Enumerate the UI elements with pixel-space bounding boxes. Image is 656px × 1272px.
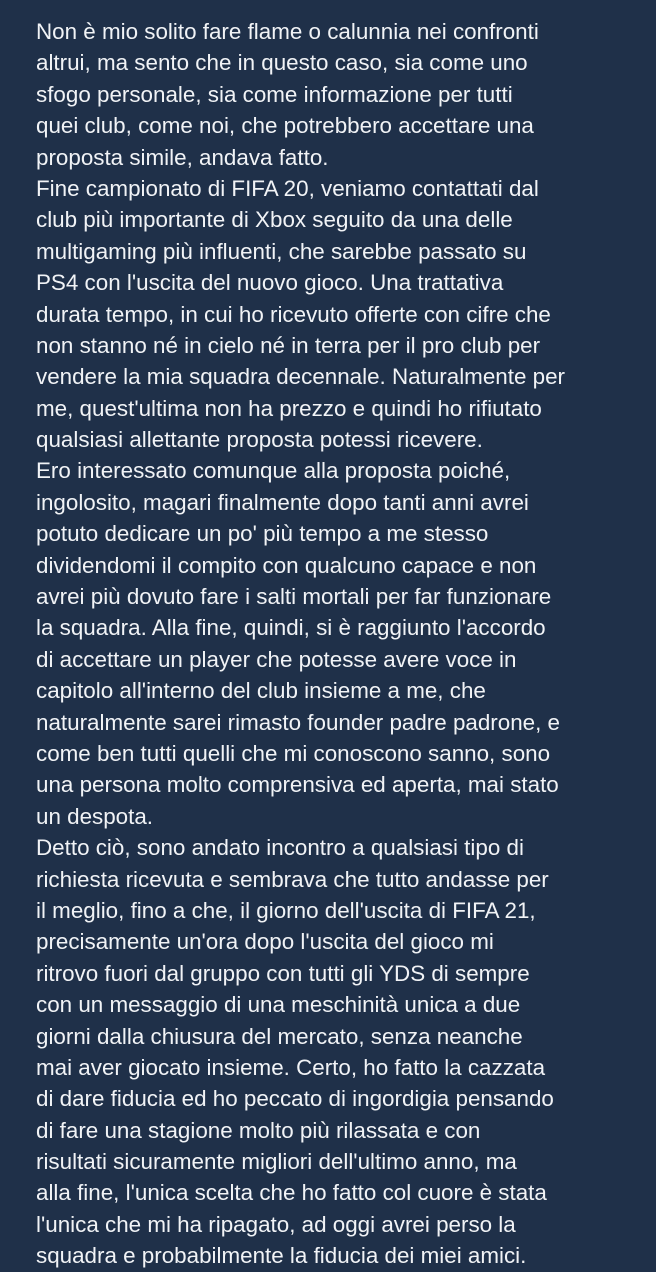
message-line: naturalmente sarei rimasto founder padre padrone, e <box>36 709 561 735</box>
message-line: di dare fiducia ed ho peccato di ingordigia pensando <box>36 1086 554 1112</box>
message-line: giorni dalla chiusura del mercato, senza neanche <box>36 1023 523 1049</box>
message-line: me, quest'ultima non ha prezzo e quindi ho rifiutato <box>36 395 542 421</box>
message-line: l'unica che mi ha ripagato, ad oggi avrei perso la <box>36 1211 516 1237</box>
message-line: multigaming più influenti, che sarebbe passato su <box>36 238 527 264</box>
message-line: PS4 con l'uscita del nuovo gioco. Una trattativa <box>36 270 504 296</box>
message-line: con un messaggio di una meschinità unica a due <box>36 992 521 1018</box>
message-line: non stanno né in cielo né in terra per il pro club per <box>36 332 541 358</box>
message-line: una persona molto comprensiva ed aperta, mai stato <box>36 772 559 798</box>
message-line: la squadra. Alla fine, quindi, si è raggiunto l'accordo <box>36 615 546 641</box>
message-line: mai aver giocato insieme. Certo, ho fatto la cazzata <box>36 1054 546 1080</box>
message-line: alla fine, l'unica scelta che ho fatto col cuore è stata <box>36 1180 547 1206</box>
message-text <box>36 16 648 1272</box>
message-line: di accettare un player che potesse avere voce in <box>36 646 517 672</box>
message-line: Fine campionato di FIFA 20, veniamo contattati dal <box>36 175 539 201</box>
message-line: capitolo all'interno del club insieme a me, che <box>36 678 486 704</box>
message-line: avrei più dovuto fare i salti mortali per far funzionare <box>36 584 552 610</box>
message-line: il meglio, fino a che, il giorno dell'uscita di FIFA 21, <box>36 897 536 923</box>
message-line: precisamente un'ora dopo l'uscita del gioco mi <box>36 929 494 955</box>
message-line: qualsiasi allettante proposta potessi ricevere. <box>36 427 483 453</box>
message-line: potuto dedicare un po' più tempo a me stesso <box>36 521 489 547</box>
message-line: vendere la mia squadra decennale. Naturalmente per <box>36 364 565 390</box>
message-line: dividendomi il compito con qualcuno capace e non <box>36 552 537 578</box>
message-line: richiesta ricevuta e sembrava che tutto andasse per <box>36 866 549 892</box>
message-line: sfogo personale, sia come informazione per tutti <box>36 81 513 107</box>
message-line: come ben tutti quelli che mi conoscono sanno, sono <box>36 740 551 766</box>
message-line: ritrovo fuori dal gruppo con tutti gli YDS di sempre <box>36 960 530 986</box>
message-line: Detto ciò, sono andato incontro a qualsiasi tipo di <box>36 835 524 861</box>
message-line: club più importante di Xbox seguito da una delle <box>36 207 513 233</box>
message-line: quei club, come noi, che potrebbero accettare una <box>36 113 534 139</box>
message-line: ingolosito, magari finalmente dopo tanti anni avrei <box>36 489 529 515</box>
message-line: altrui, ma sento che in questo caso, sia come uno <box>36 50 528 76</box>
message-line: durata tempo, in cui ho ricevuto offerte con cifre che <box>36 301 551 327</box>
message-line: di fare una stagione molto più rilassata e con <box>36 1117 481 1143</box>
message-line: Non è mio solito fare flame o calunnia nei confronti <box>36 19 539 44</box>
message-line: risultati sicuramente migliori dell'ultimo anno, ma <box>36 1149 517 1175</box>
message-line: proposta simile, andava fatto. <box>36 144 329 170</box>
message-line: un despota. <box>36 803 154 829</box>
message-line: squadra e probabilmente la fiducia dei miei amici. <box>36 1243 527 1269</box>
message-line: Ero interessato comunque alla proposta poiché, <box>36 458 511 484</box>
